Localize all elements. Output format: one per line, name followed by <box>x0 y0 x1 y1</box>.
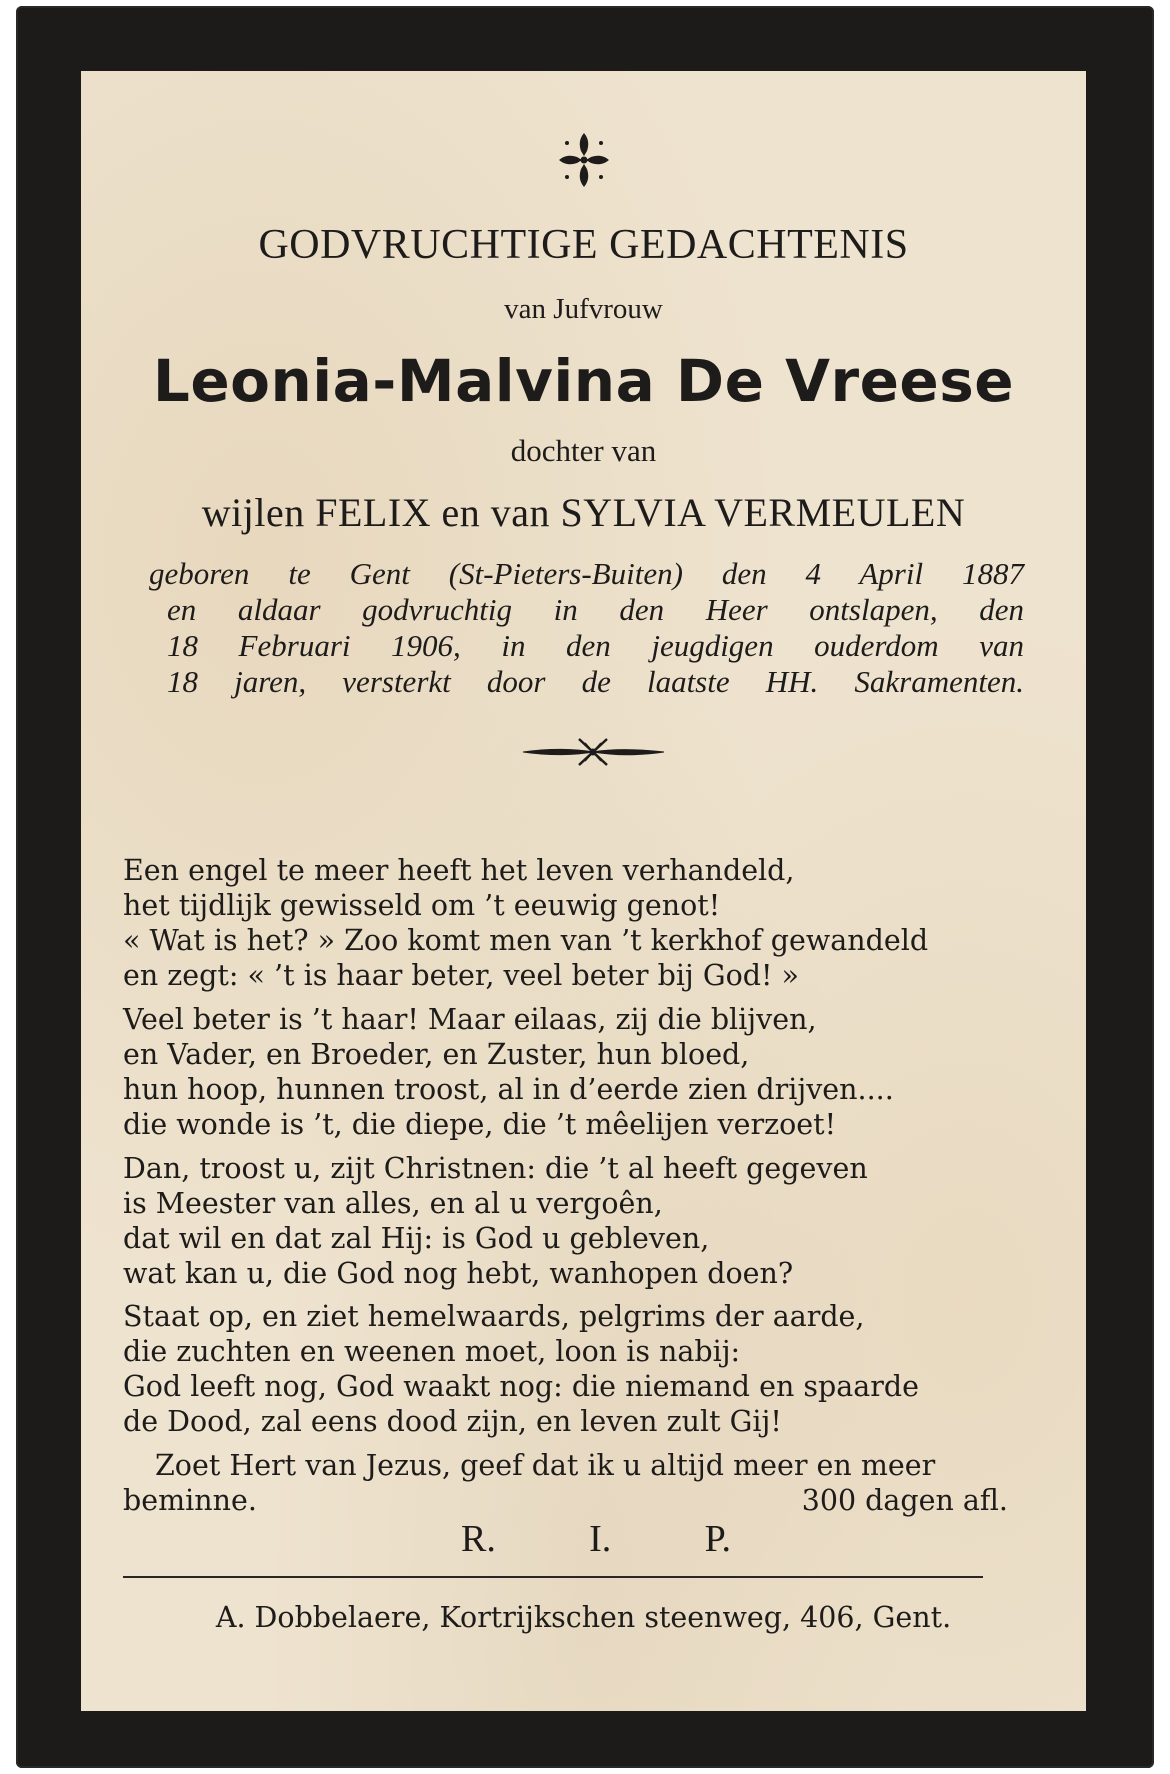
intro-text: van Jufvrouw <box>504 293 663 325</box>
poem-line: en zegt: « ’t is haar beter, veel beter bij God! » <box>123 959 799 992</box>
rip-letter: R. <box>461 1518 496 1560</box>
poem-line: die zuchten en weenen moet, loon is nabij: <box>123 1335 741 1368</box>
poem-line: het tijdlijk gewisseld om ’t eeuwig genot! <box>123 889 721 922</box>
prayer-closing-row <box>123 1483 1008 1518</box>
poem-line: « Wat is het? » Zoo komt men van ’t kerkhof gewandeld <box>123 924 929 957</box>
cross-ornament-icon <box>555 129 613 191</box>
poem-line: dat wil en dat zal Hij: is God u gebleven, <box>123 1222 710 1255</box>
rip-text <box>461 1517 731 1561</box>
card-paper <box>81 71 1086 1711</box>
rip-letter: P. <box>704 1518 731 1560</box>
poem-line: Staat op, en ziet hemelwaards, pelgrims der aarde, <box>123 1300 865 1333</box>
poem-line: wat kan u, die God nog hebt, wanhopen doen? <box>123 1257 794 1290</box>
card-title: GODVRUCHTIGE GEDACHTENIS <box>258 222 909 268</box>
poem-line: is Meester van alles, en al u vergoên, <box>123 1187 663 1220</box>
poem-stanza-1 <box>123 853 1023 993</box>
prayer-line: beminne. <box>123 1484 257 1517</box>
poem-line: hun hoop, hunnen troost, al in d’eerde zien drijven.... <box>123 1073 894 1106</box>
poem-line: Dan, troost u, zijt Christnen: die ’t al heeft gegeven <box>123 1152 868 1185</box>
prayer-line: Zoet Hert van Jezus, geef dat ik u altijd meer en meer <box>155 1449 936 1482</box>
parents-text: wijlen FELIX en van SYLVIA VERMEULEN <box>201 490 966 535</box>
printer-imprint: A. Dobbelaere, Kortrijkschen steenweg, 406, Gent. <box>215 1601 952 1634</box>
deceased-name: Leonia-Malvina De Vreese <box>152 347 1015 415</box>
poem-line: Veel beter is ’t haar! Maar eilaas, zij die blijven, <box>123 1003 817 1036</box>
indulgence-text: 300 dagen afl. <box>801 1484 1008 1517</box>
birth-line: geboren te Gent (St-Pieters-Buiten) den 4 April 1887 <box>149 556 1024 591</box>
poem-stanza-2 <box>123 1002 1023 1142</box>
poem-line: Een engel te meer heeft het leven verhandeld, <box>123 854 795 887</box>
divider-rule <box>123 1576 983 1578</box>
poem-line: die wonde is ’t, die diepe, die ’t mêelijen verzoet! <box>123 1108 837 1141</box>
poem-line: de Dood, zal eens dood zijn, en leven zult Gij! <box>123 1405 782 1438</box>
flourish-divider-icon <box>521 731 666 773</box>
poem-stanza-3 <box>123 1151 1023 1291</box>
rip-letter: I. <box>589 1518 612 1560</box>
poem-stanza-4 <box>123 1299 1023 1439</box>
mourning-card <box>16 6 1154 1768</box>
prayer-block <box>123 1448 1008 1518</box>
birth-line: 18 Februari 1906, in den jeugdigen ouderdom van <box>167 628 1024 663</box>
birth-death-text <box>149 556 1024 700</box>
birth-line: en aldaar godvruchtig in den Heer ontslapen, den <box>167 592 1024 627</box>
poem-line: en Vader, en Broeder, en Zuster, hun bloed, <box>123 1038 750 1071</box>
poem-line: God leeft nog, God waakt nog: die niemand en spaarde <box>123 1370 919 1403</box>
birth-line: 18 jaren, versterkt door de laatste HH. Sakramenten. <box>167 664 1024 699</box>
daughter-of-text: dochter van <box>510 433 657 468</box>
